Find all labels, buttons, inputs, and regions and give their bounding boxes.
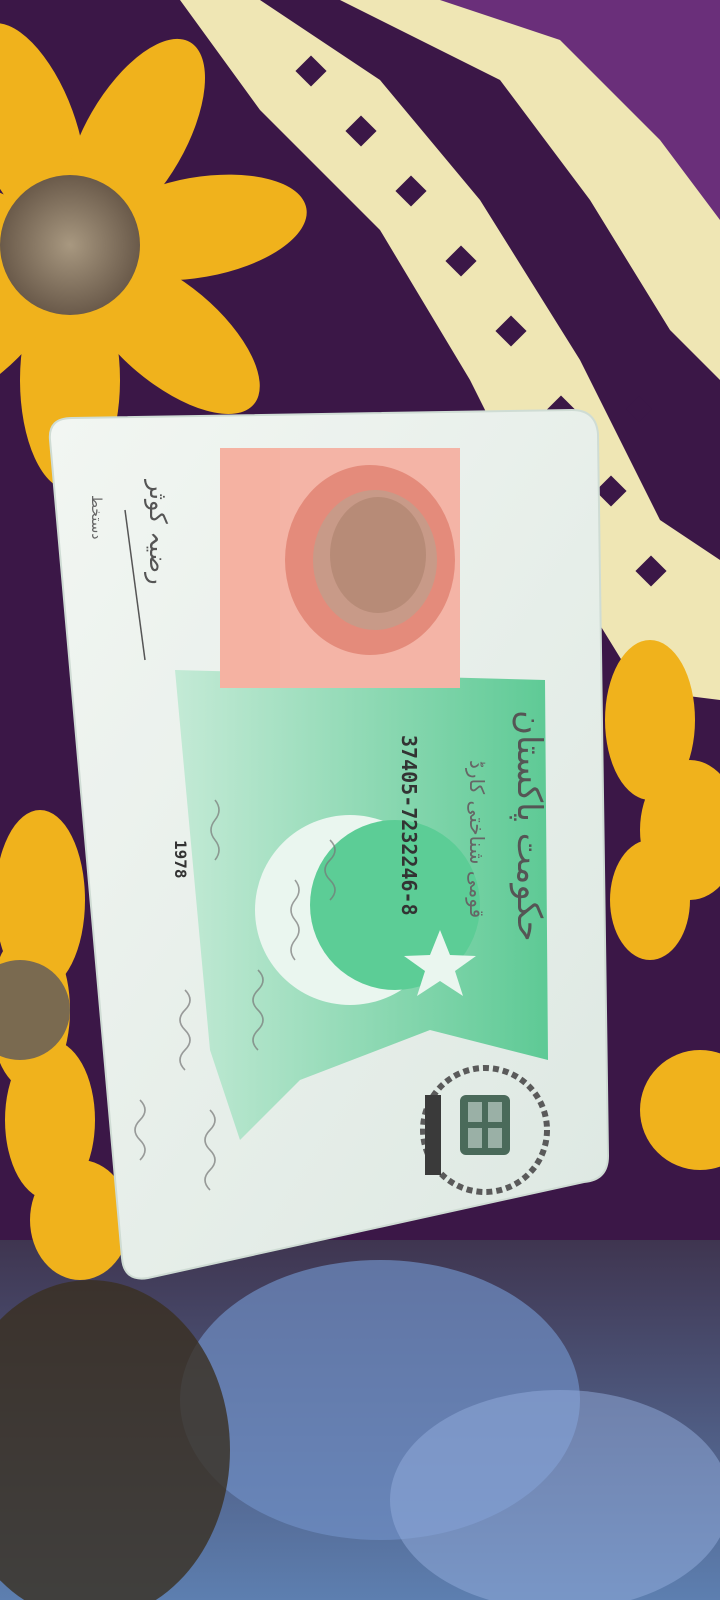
birth-year: 1978 bbox=[171, 840, 190, 879]
id-number: 37405-7232246-8 bbox=[397, 735, 421, 916]
card-title: حکومت پاکستان bbox=[509, 710, 549, 942]
card-subtitle: قومی شناختی کارڈ bbox=[465, 760, 489, 919]
portrait-photo bbox=[220, 448, 460, 688]
signature-label: دستخط bbox=[88, 495, 104, 540]
holder-name: رضیہ کوثر bbox=[144, 480, 172, 585]
crescent-star-icon bbox=[255, 815, 480, 1005]
